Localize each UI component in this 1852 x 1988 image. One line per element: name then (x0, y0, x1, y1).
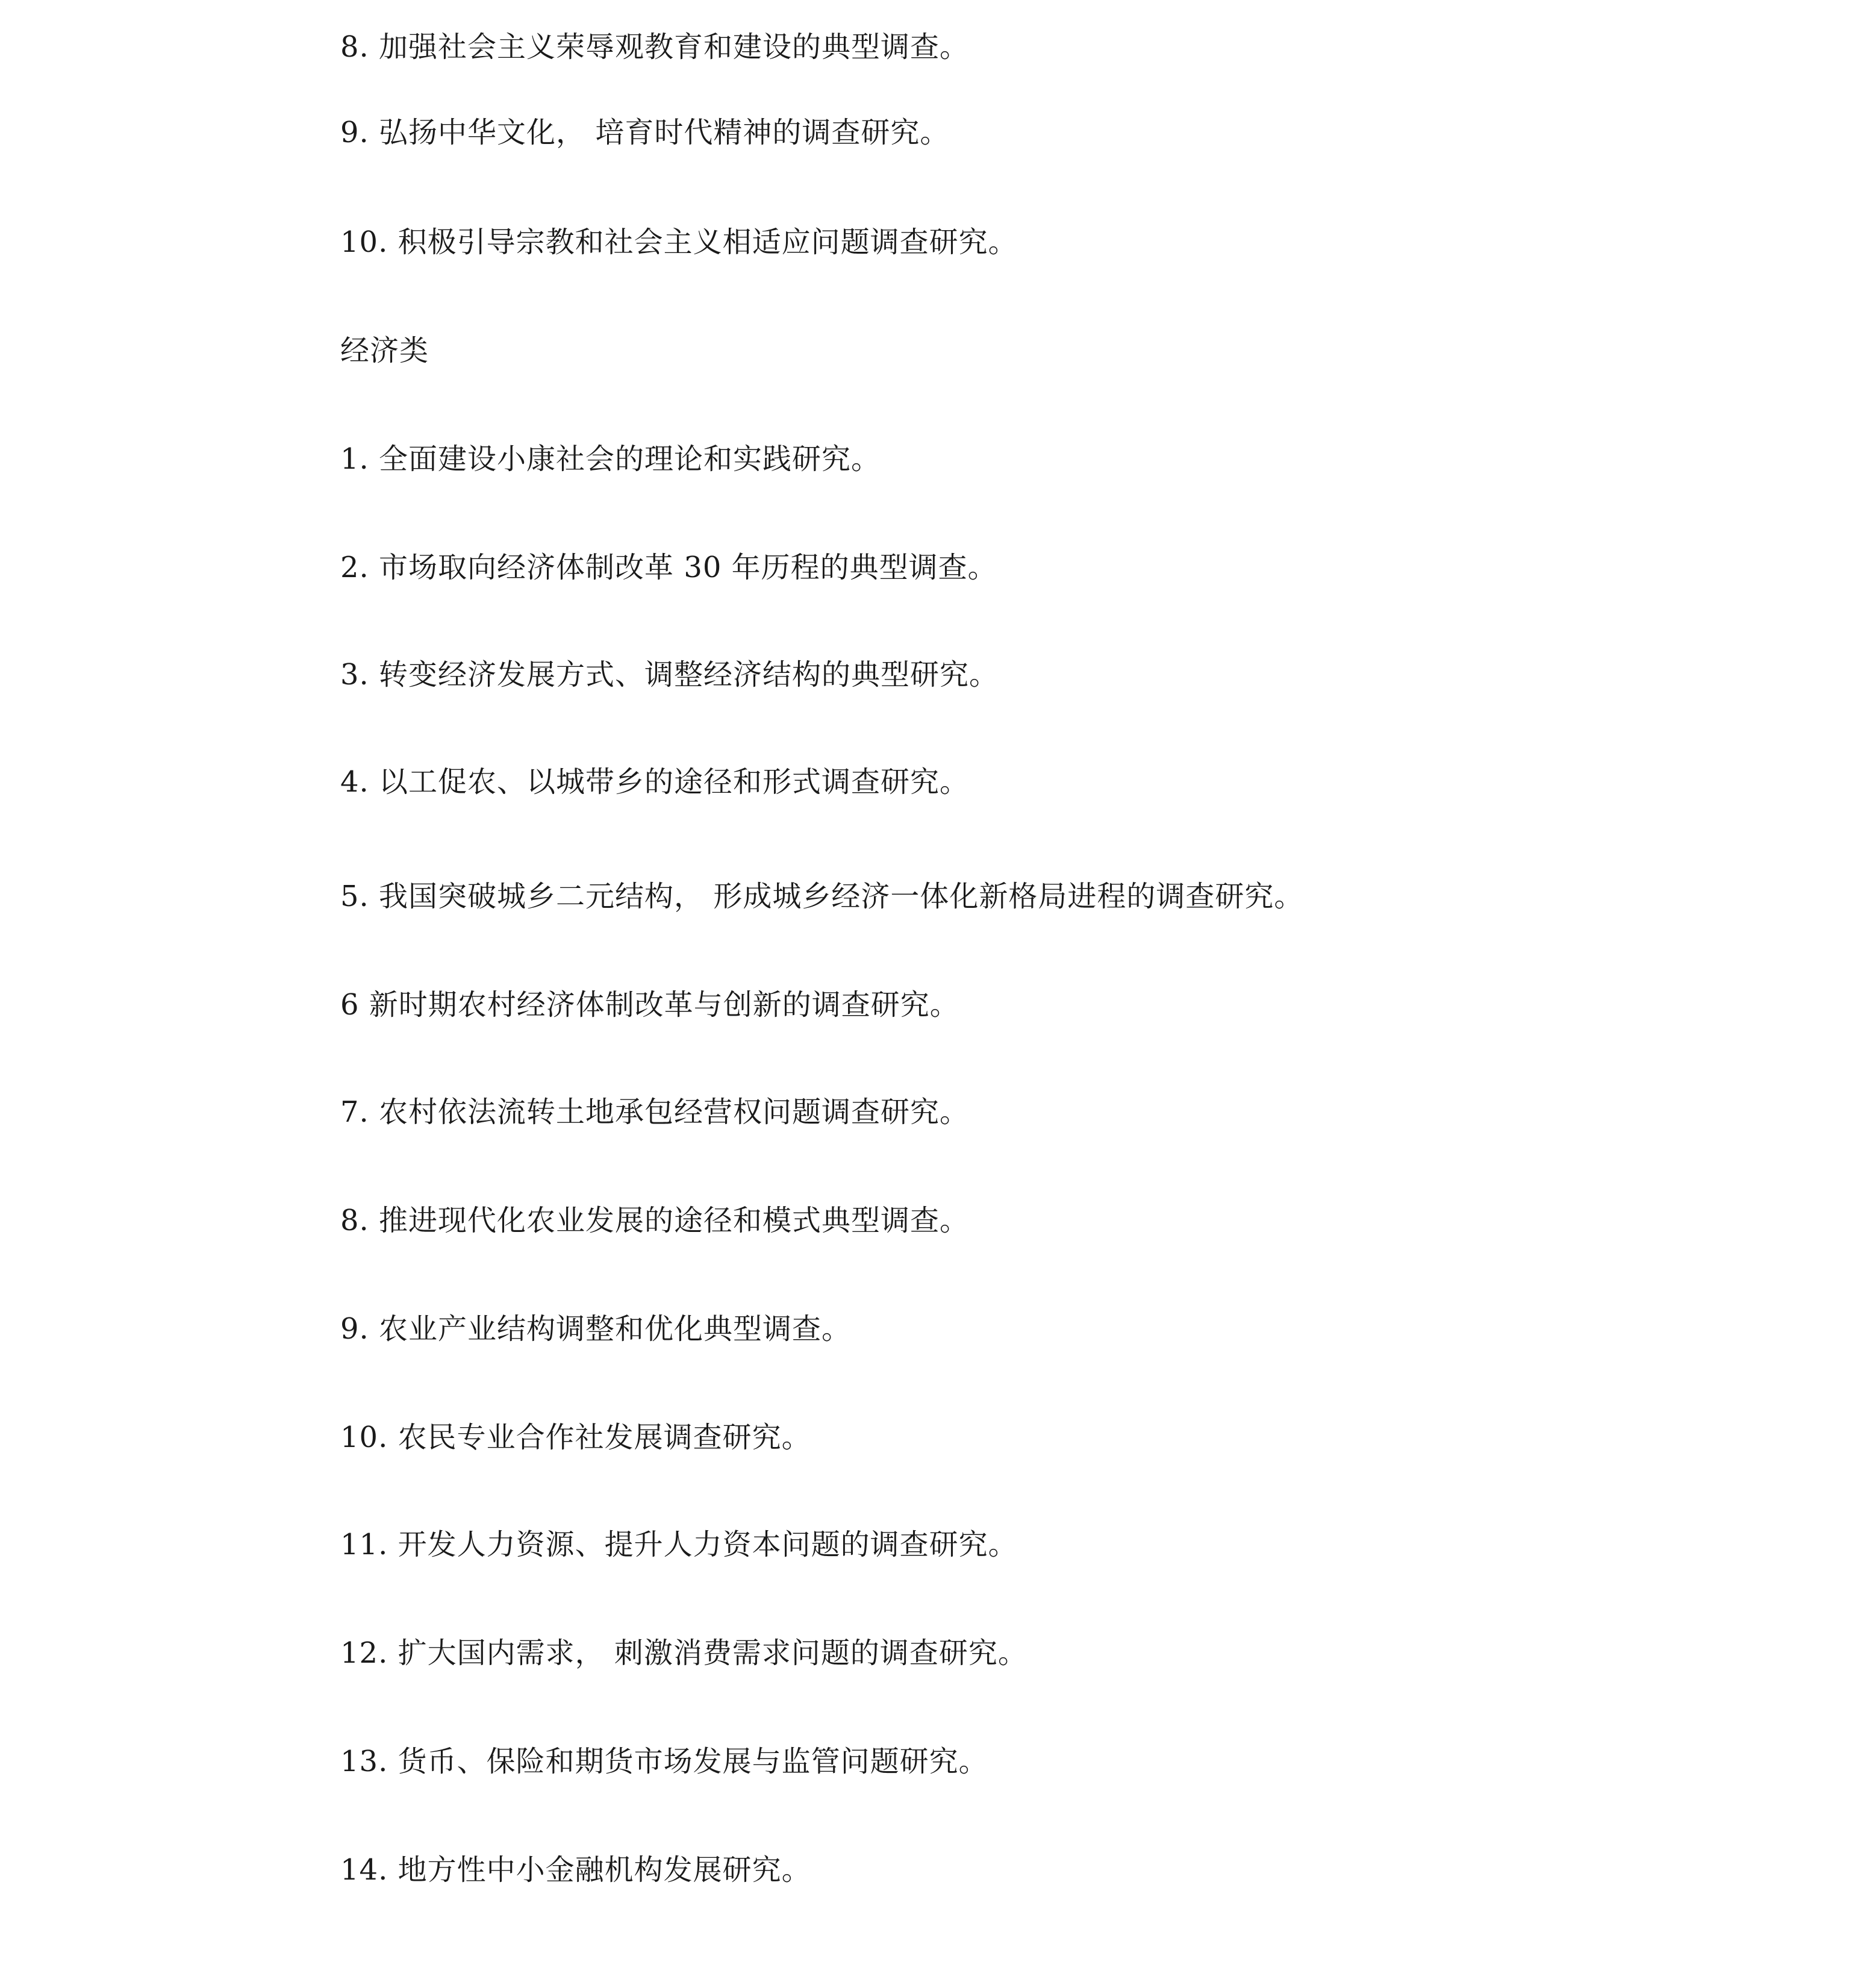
list-item: 9. 农业产业结构调整和优化典型调查。 (340, 1312, 852, 1346)
list-item: 11. 开发人力资源、提升人力资本问题的调查研究。 (340, 1528, 1018, 1561)
list-item: 7. 农村依法流转土地承包经营权问题调查研究。 (340, 1095, 970, 1129)
list-item: 13. 货币、保险和期货市场发展与监管问题研究。 (340, 1745, 988, 1778)
list-item: 1. 全面建设小康社会的理论和实践研究。 (340, 442, 881, 476)
list-item: 10. 农民专业合作社发展调查研究。 (340, 1421, 811, 1454)
list-item: 8. 推进现代化农业发展的途径和模式典型调查。 (340, 1204, 970, 1237)
list-item: 8. 加强社会主义荣辱观教育和建设的典型调查。 (340, 30, 970, 64)
list-item: 3. 转变经济发展方式、调整经济结构的典型研究。 (340, 658, 999, 692)
list-item: 9. 弘扬中华文化， 培育时代精神的调查研究。 (340, 116, 950, 149)
list-item: 4. 以工促农、以城带乡的途径和形式调查研究。 (340, 765, 970, 799)
list-item: 14. 地方性中小金融机构发展研究。 (340, 1853, 811, 1887)
list-item: 12. 扩大国内需求， 刺激消费需求问题的调查研究。 (340, 1636, 1027, 1670)
section-heading: 经济类 (340, 334, 429, 367)
list-item: 2. 市场取向经济体制改革 30 年历程的典型调查。 (340, 551, 997, 584)
list-item: 6 新时期农村经济体制改革与创新的调查研究。 (340, 988, 959, 1022)
list-item: 5. 我国突破城乡二元结构， 形成城乡经济一体化新格局进程的调查研究。 (340, 880, 1304, 913)
list-item: 10. 积极引导宗教和社会主义相适应问题调查研究。 (340, 225, 1018, 259)
